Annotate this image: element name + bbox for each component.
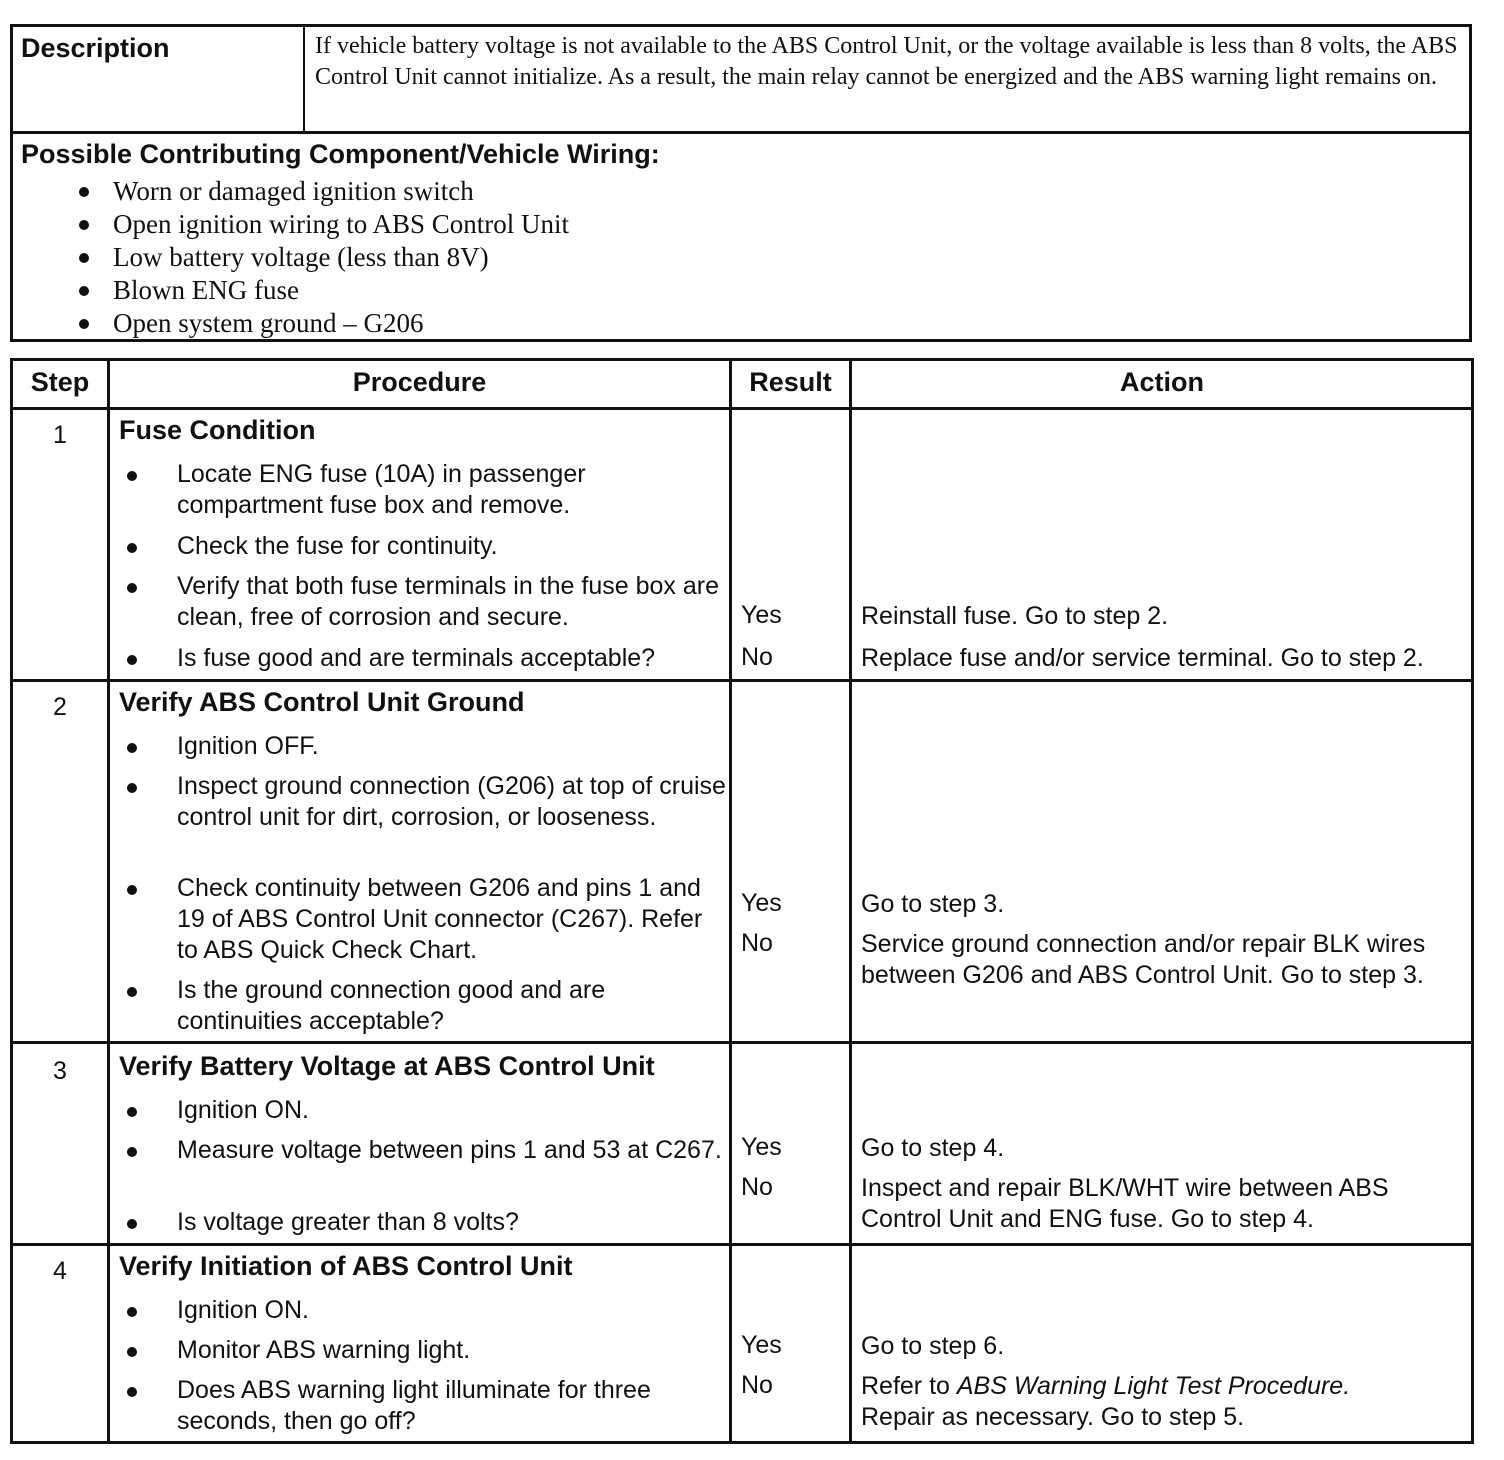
bullet-icon [127, 783, 137, 793]
step-number: 2 [53, 693, 67, 721]
action-ref-prefix: Refer to [861, 1372, 957, 1400]
result-yes: Yes [741, 1133, 782, 1161]
description-text: If vehicle battery voltage is not available to the ABS Control Unit, or the voltage available is less than 8 volts, the ABS Control Unit cannot initialize. As a result, the main relay cannot be energized and the ABS warning light remains on. [315, 33, 1458, 90]
bullet-icon [127, 743, 137, 753]
result-yes: Yes [741, 601, 782, 629]
bullet-icon [127, 1347, 137, 1357]
column-divider [107, 361, 110, 1441]
bullet-icon [127, 1147, 137, 1157]
bullet-icon [127, 655, 137, 665]
column-divider [849, 361, 852, 1441]
action-no [861, 1371, 1461, 1433]
action-yes: Reinstall fuse. Go to step 2. [861, 602, 1169, 630]
procedure-table [10, 358, 1474, 1444]
action-ref-title: ABS Warning Light Test Procedure. [956, 1372, 1351, 1400]
list-item: Check the fuse for continuity. [119, 531, 729, 562]
header-divider [13, 407, 1471, 410]
row-divider [13, 1041, 1471, 1044]
step-title: Verify Battery Voltage at ABS Control Unit [119, 1051, 655, 1081]
description-divider [303, 27, 305, 131]
header-step: Step [30, 367, 90, 397]
step-number: 1 [53, 421, 67, 449]
list-item: Ignition OFF. [119, 731, 729, 762]
bullet-icon [79, 220, 89, 230]
bullet-icon [127, 471, 137, 481]
list-item: Inspect ground connection (G206) at top of cruise control unit for dirt, corrosion, or looseness. [119, 771, 729, 833]
list-item: Open ignition wiring to ABS Control Unit [73, 208, 569, 241]
bullet-icon [127, 1219, 137, 1229]
result-no: No [741, 929, 773, 957]
action-no: Replace fuse and/or service terminal. Go to step 2. [861, 644, 1424, 672]
bullet-icon [127, 987, 137, 997]
list-item: Locate ENG fuse (10A) in passenger compartment fuse box and remove. [119, 459, 729, 521]
list-item: Is voltage greater than 8 volts? [119, 1207, 729, 1238]
action-yes: Go to step 3. [861, 890, 1005, 918]
list-item: Blown ENG fuse [73, 274, 569, 307]
bullet-icon [79, 253, 89, 263]
contributing-heading: Possible Contributing Component/Vehicle Wiring: [21, 139, 660, 169]
bullet-icon [79, 286, 89, 296]
list-item: Measure voltage between pins 1 and 53 at C267. [119, 1135, 729, 1166]
action-yes: Go to step 4. [861, 1134, 1005, 1162]
list-item: Low battery voltage (less than 8V) [73, 241, 569, 274]
list-item: Open system ground – G206 [73, 307, 569, 340]
result-no: No [741, 1173, 773, 1201]
result-no: No [741, 643, 773, 671]
step-title: Fuse Condition [119, 415, 316, 445]
description-row [13, 27, 1469, 134]
action-yes: Go to step 6. [861, 1332, 1005, 1360]
action-no: Service ground connection and/or repair BLK wires between G206 and ABS Control Unit. Go to step 3. [861, 930, 1426, 989]
list-item: Check continuity between G206 and pins 1 and 19 of ABS Control Unit connector (C267). Refer to ABS Quick Check Chart. [119, 873, 729, 966]
list-item: Is fuse good and are terminals acceptable? [119, 643, 729, 674]
list-item: Is the ground connection good and are continuities acceptable? [119, 975, 729, 1037]
bullet-icon [127, 1107, 137, 1117]
bullet-icon [79, 187, 89, 197]
step-title: Verify Initiation of ABS Control Unit [119, 1251, 573, 1281]
bullet-icon [127, 583, 137, 593]
list-item: Ignition ON. [119, 1295, 729, 1326]
description-label: Description [21, 33, 170, 63]
step-number: 3 [53, 1057, 67, 1085]
bullet-icon [127, 543, 137, 553]
list-item: Verify that both fuse terminals in the fuse box are clean, free of corrosion and secure. [119, 571, 729, 633]
header-procedure: Procedure [352, 367, 487, 397]
bullet-icon [127, 1307, 137, 1317]
list-item: Does ABS warning light illuminate for three seconds, then go off? [119, 1375, 729, 1437]
header-action: Action [1120, 367, 1204, 397]
action-no: Inspect and repair BLK/WHT wire between ABS Control Unit and ENG fuse. Go to step 4. [861, 1174, 1389, 1233]
result-yes: Yes [741, 1331, 782, 1359]
list-item: Ignition ON. [119, 1095, 729, 1126]
row-divider [13, 1243, 1471, 1246]
description-box [10, 24, 1472, 342]
column-divider [729, 361, 732, 1441]
bullet-icon [79, 319, 89, 329]
result-no: No [741, 1371, 773, 1399]
step-number: 4 [53, 1257, 67, 1285]
step-title: Verify ABS Control Unit Ground [119, 687, 525, 717]
list-item: Worn or damaged ignition switch [73, 175, 569, 208]
bullet-icon [127, 1387, 137, 1397]
result-yes: Yes [741, 889, 782, 917]
contributing-list [73, 175, 569, 340]
row-divider [13, 679, 1471, 682]
bullet-icon [127, 885, 137, 895]
list-item: Monitor ABS warning light. [119, 1335, 729, 1366]
header-result: Result [749, 367, 832, 397]
action-ref-suffix: Repair as necessary. Go to step 5. [861, 1403, 1245, 1431]
